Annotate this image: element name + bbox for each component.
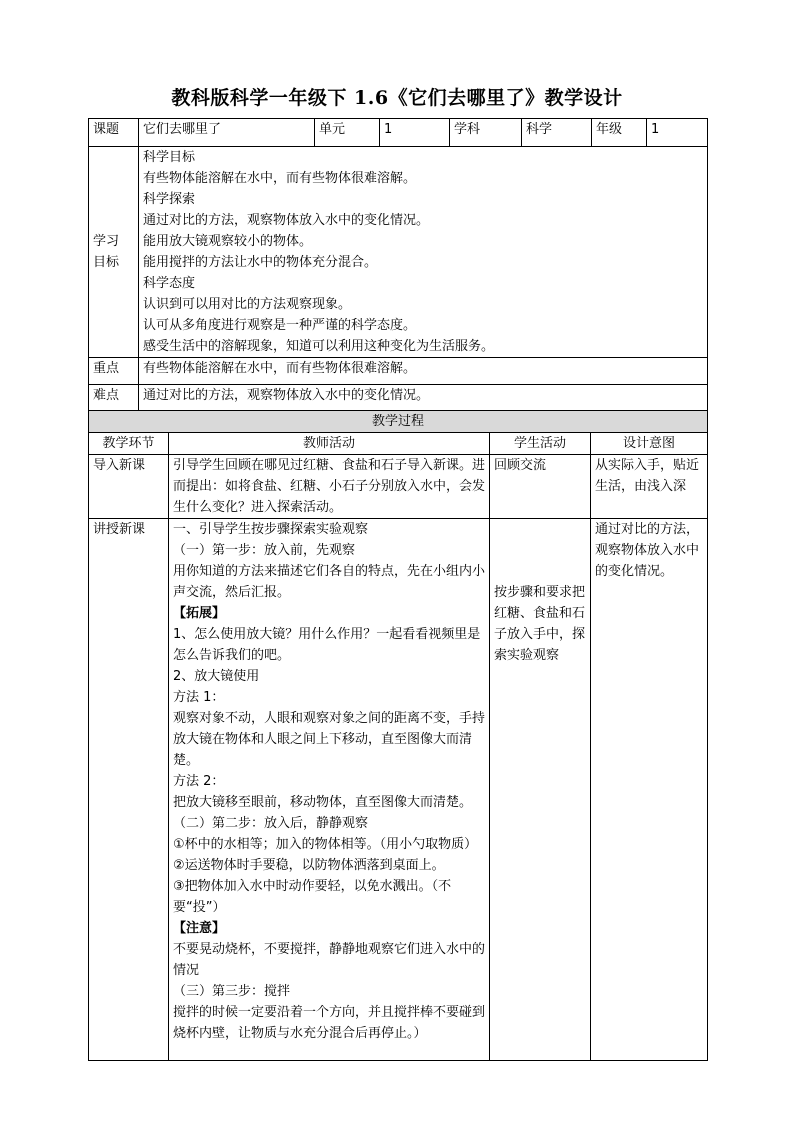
col-teacher-header: 教师活动 — [169, 433, 490, 455]
course-value: 它们去哪里了 — [139, 119, 315, 147]
teacher-line: （三）第三步：搅拌 — [173, 984, 291, 999]
teacher-line: 1、怎么使用放大镜？用什么作用？一起看看视频里是怎么告诉我们的吧。 — [173, 627, 481, 663]
lecture-student — [490, 519, 591, 1061]
process-heading: 教学过程 — [89, 411, 708, 433]
goal-line: 通过对比的方法，观察物体放入水中的变化情况。 — [143, 213, 430, 228]
goals-content — [139, 147, 708, 358]
col-stage-header: 教学环节 — [89, 433, 169, 455]
teacher-line: 方法 2： — [173, 774, 225, 789]
info-table — [88, 118, 708, 412]
intro-teacher: 引导学生回顾在哪见过红糖、食盐和石子导入新课。进而提出：如将食盐、红糖、小石子分别放入水中，会发生什么变化？进入探索活动。 — [169, 455, 490, 519]
col-intent-header: 设计意图 — [591, 433, 708, 455]
teacher-line: ③把物体加入水中时动作要轻，以免水溅出。（不要“投”） — [173, 879, 452, 915]
teacher-line: 搅拌的时候一定要沿着一个方向，并且搅拌棒不要碰到烧杯内壁，让物质与水充分混合后再停止。） — [173, 1005, 486, 1041]
goals-label-line2: 目标 — [93, 255, 120, 270]
difficulty-label: 难点 — [89, 385, 139, 412]
goal-line: 能用放大镜观察较小的物体。 — [143, 234, 313, 249]
key-point-value: 有些物体能溶解在水中，而有些物体很难溶解。 — [139, 358, 708, 385]
key-point-label: 重点 — [89, 358, 139, 385]
intro-stage: 导入新课 — [89, 455, 169, 519]
grade-value: 1 — [647, 119, 708, 147]
teacher-line: 把放大镜移至眼前，移动物体，直至图像大而清楚。 — [173, 795, 473, 810]
goal-line: 科学态度 — [143, 276, 196, 291]
document-title: 教科版科学一年级下 1.6《它们去哪里了》教学设计 — [171, 87, 623, 109]
unit-value: 1 — [380, 119, 450, 147]
teacher-line: （一）第一步：放入前，先观察 — [173, 543, 356, 558]
grade-label: 年级 — [592, 119, 647, 147]
teacher-line: 【拓展】 — [173, 606, 226, 621]
subject-label: 学科 — [450, 119, 522, 147]
goals-label-line1: 学习 — [93, 234, 120, 249]
process-table — [88, 410, 708, 1061]
goals-label — [89, 147, 139, 358]
teacher-line: （二）第二步：放入后，静静观察 — [173, 816, 369, 831]
teacher-line: ②运送物体时手要稳，以防物体洒落到桌面上。 — [173, 858, 445, 873]
goal-line: 科学目标 — [143, 150, 196, 165]
intro-student: 回顾交流 — [490, 455, 591, 519]
col-student-header: 学生活动 — [490, 433, 591, 455]
subject-value: 科学 — [522, 119, 592, 147]
teacher-line: ①杯中的水相等；加入的物体相等。（用小勺取物质） — [173, 837, 478, 852]
goal-line: 感受生活中的溶解现象，知道可以利用这种变化为生活服务。 — [143, 339, 495, 354]
intro-intent: 从实际入手，贴近生活，由浅入深 — [591, 455, 708, 519]
lecture-teacher — [169, 519, 490, 1061]
goal-line: 认可从多角度进行观察是一种严谨的科学态度。 — [143, 318, 417, 333]
lecture-student-text: 按步骤和要求把红糖、食盐和石子放入手中，探索实验观察 — [494, 585, 586, 663]
teacher-line: 用你知道的方法来描述它们各自的特点，先在小组内小声交流，然后汇报。 — [173, 564, 486, 600]
teacher-line: 一、引导学生按步骤探索实验观察 — [173, 522, 369, 537]
teacher-line: 不要晃动烧杯，不要搅拌，静静地观察它们进入水中的情况 — [173, 942, 486, 978]
difficulty-value: 通过对比的方法，观察物体放入水中的变化情况。 — [139, 385, 708, 412]
goal-line: 能用搅拌的方法让水中的物体充分混合。 — [143, 255, 378, 270]
teacher-line: 【注意】 — [173, 921, 226, 936]
lecture-stage: 讲授新课 — [89, 519, 169, 1061]
lecture-intent: 通过对比的方法，观察物体放入水中的变化情况。 — [591, 519, 708, 1061]
teacher-line: 2、放大镜使用 — [173, 669, 260, 684]
goal-line: 有些物体能溶解在水中，而有些物体很难溶解。 — [143, 171, 417, 186]
teacher-line: 方法 1： — [173, 690, 225, 705]
teacher-line: 观察对象不动，人眼和观察对象之间的距离不变，手持放大镜在物体和人眼之间上下移动，直至图像大而清楚。 — [173, 711, 486, 768]
course-label: 课题 — [89, 119, 139, 147]
unit-label: 单元 — [315, 119, 380, 147]
goal-line: 认识到可以用对比的方法观察现象。 — [143, 297, 352, 312]
goal-line: 科学探索 — [143, 192, 196, 207]
